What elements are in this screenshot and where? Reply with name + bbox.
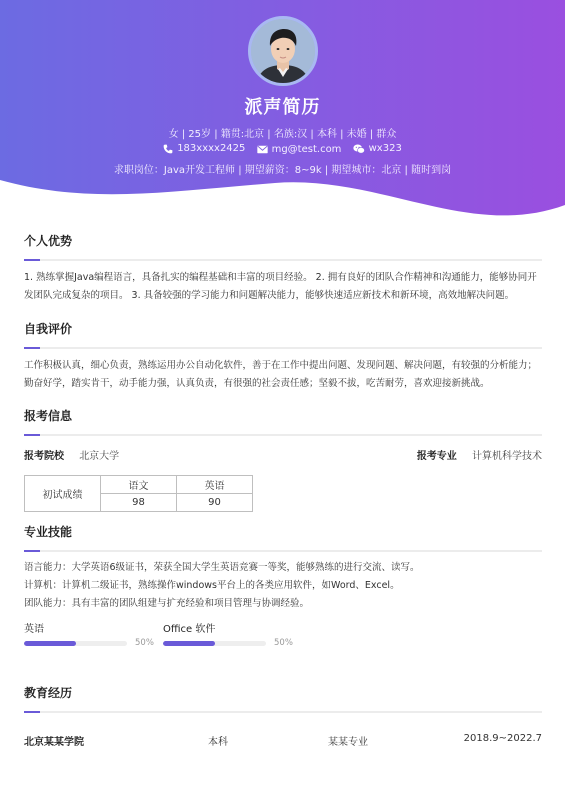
section-title: 报考信息	[24, 409, 73, 423]
job-intent: 求职岗位：Java开发工程师 | 期望薪资：8~9k | 期望城市：北京 | 随时到岗	[113, 165, 452, 176]
skill-line: 计算机：计算机二级证书，熟练操作windows平台上的各类应用软件，如Word、Excel。	[24, 580, 400, 591]
skill-bar-english	[24, 620, 163, 648]
phone-number: 183xxxx2425	[177, 143, 246, 154]
section-skills	[24, 523, 542, 648]
wechat-icon	[353, 144, 365, 154]
skill-bars	[24, 620, 542, 648]
table-row	[25, 476, 253, 494]
skill-bar-track	[163, 641, 266, 646]
skill-bar-percent: 50%	[135, 638, 154, 648]
section-divider	[24, 434, 542, 436]
major-label: 报考专业	[416, 451, 457, 462]
basic-info: 女 | 25岁 | 籍贯:北京 | 名族:汉 | 本科 | 未婚 | 群众	[168, 129, 397, 140]
avatar	[248, 16, 318, 86]
section-title: 自我评价	[24, 322, 73, 336]
section-accent	[24, 259, 40, 261]
skill-line: 团队能力：具有丰富的团队组建与扩充经验和项目管理与协调经验。	[24, 598, 310, 609]
subject-name: 英语	[177, 476, 253, 494]
email-contact[interactable]	[257, 144, 342, 155]
skill-bar-track	[24, 641, 127, 646]
school-value: 北京大学	[79, 451, 120, 462]
mail-icon	[257, 145, 268, 154]
skill-line: 语言能力：大学英语6级证书，荣获全国大学生英语竞赛一等奖，能够熟练的进行交流、读写。	[24, 562, 420, 573]
skill-bar-label: Office 软件	[163, 624, 216, 635]
section-title: 教育经历	[24, 686, 73, 700]
target-major	[417, 447, 542, 462]
section-divider	[24, 550, 542, 552]
skill-bar-fill	[163, 641, 215, 646]
skills-list	[24, 559, 542, 613]
resume-header	[0, 0, 565, 225]
section-advantages	[24, 232, 542, 305]
section-accent	[24, 711, 40, 713]
education-period: 2018.9~2022.7	[463, 733, 542, 744]
section-application	[24, 407, 542, 512]
skill-bar-label: 英语	[24, 624, 44, 635]
education-school: 北京某某学院	[24, 737, 84, 748]
education-row	[24, 733, 542, 747]
major-value: 计算机科学技术	[472, 451, 542, 462]
education-degree: 本科	[208, 737, 228, 748]
skill-bar-fill	[24, 641, 76, 646]
resume-name: 派声简历	[244, 97, 321, 118]
score-label: 初试成绩	[25, 476, 101, 512]
email-address: mg@test.com	[271, 143, 342, 155]
subject-name: 语文	[101, 476, 177, 494]
skill-bar-percent: 50%	[274, 638, 293, 648]
advantages-text: 1. 熟练掌握Java编程语言，具备扎实的编程基础和丰富的项目经验。 2. 拥有良好的团队合作精神和沟通能力，能够协同开发团队完成复杂的项目。 3. 具备较强的学习能力和问题解决能力，能够快速适应新技术和新环境，高效地解决问题。	[24, 272, 537, 301]
score-table	[24, 475, 253, 512]
target-school	[24, 447, 119, 462]
wechat-id: wx323	[368, 143, 402, 154]
school-label: 报考院校	[24, 451, 64, 462]
section-divider	[24, 711, 542, 713]
section-divider	[24, 347, 542, 349]
section-self-evaluation	[24, 320, 542, 393]
section-accent	[24, 550, 40, 552]
section-title: 个人优势	[24, 234, 73, 248]
subject-score: 98	[101, 494, 177, 512]
skill-bar-office	[163, 620, 302, 648]
phone-icon	[163, 144, 173, 154]
section-education	[24, 684, 542, 713]
wechat-contact[interactable]	[353, 143, 402, 154]
contact-line	[0, 143, 565, 157]
self-evaluation-text: 工作积极认真，细心负责，熟练运用办公自动化软件，善于在工作中提出问题、发现问题、解决问题，有较强的分析能力；勤奋好学，踏实肯干，动手能力强，认真负责，有很强的社会责任感；坚毅不拔，吃苦耐劳，喜欢迎接新挑战。	[24, 360, 538, 389]
application-row	[24, 447, 542, 462]
section-divider	[24, 259, 542, 261]
education-major: 某某专业	[328, 737, 368, 748]
section-accent	[24, 347, 40, 349]
section-title: 专业技能	[24, 525, 73, 539]
subject-score: 90	[177, 494, 253, 512]
phone-contact[interactable]	[163, 143, 245, 154]
section-accent	[24, 434, 40, 436]
